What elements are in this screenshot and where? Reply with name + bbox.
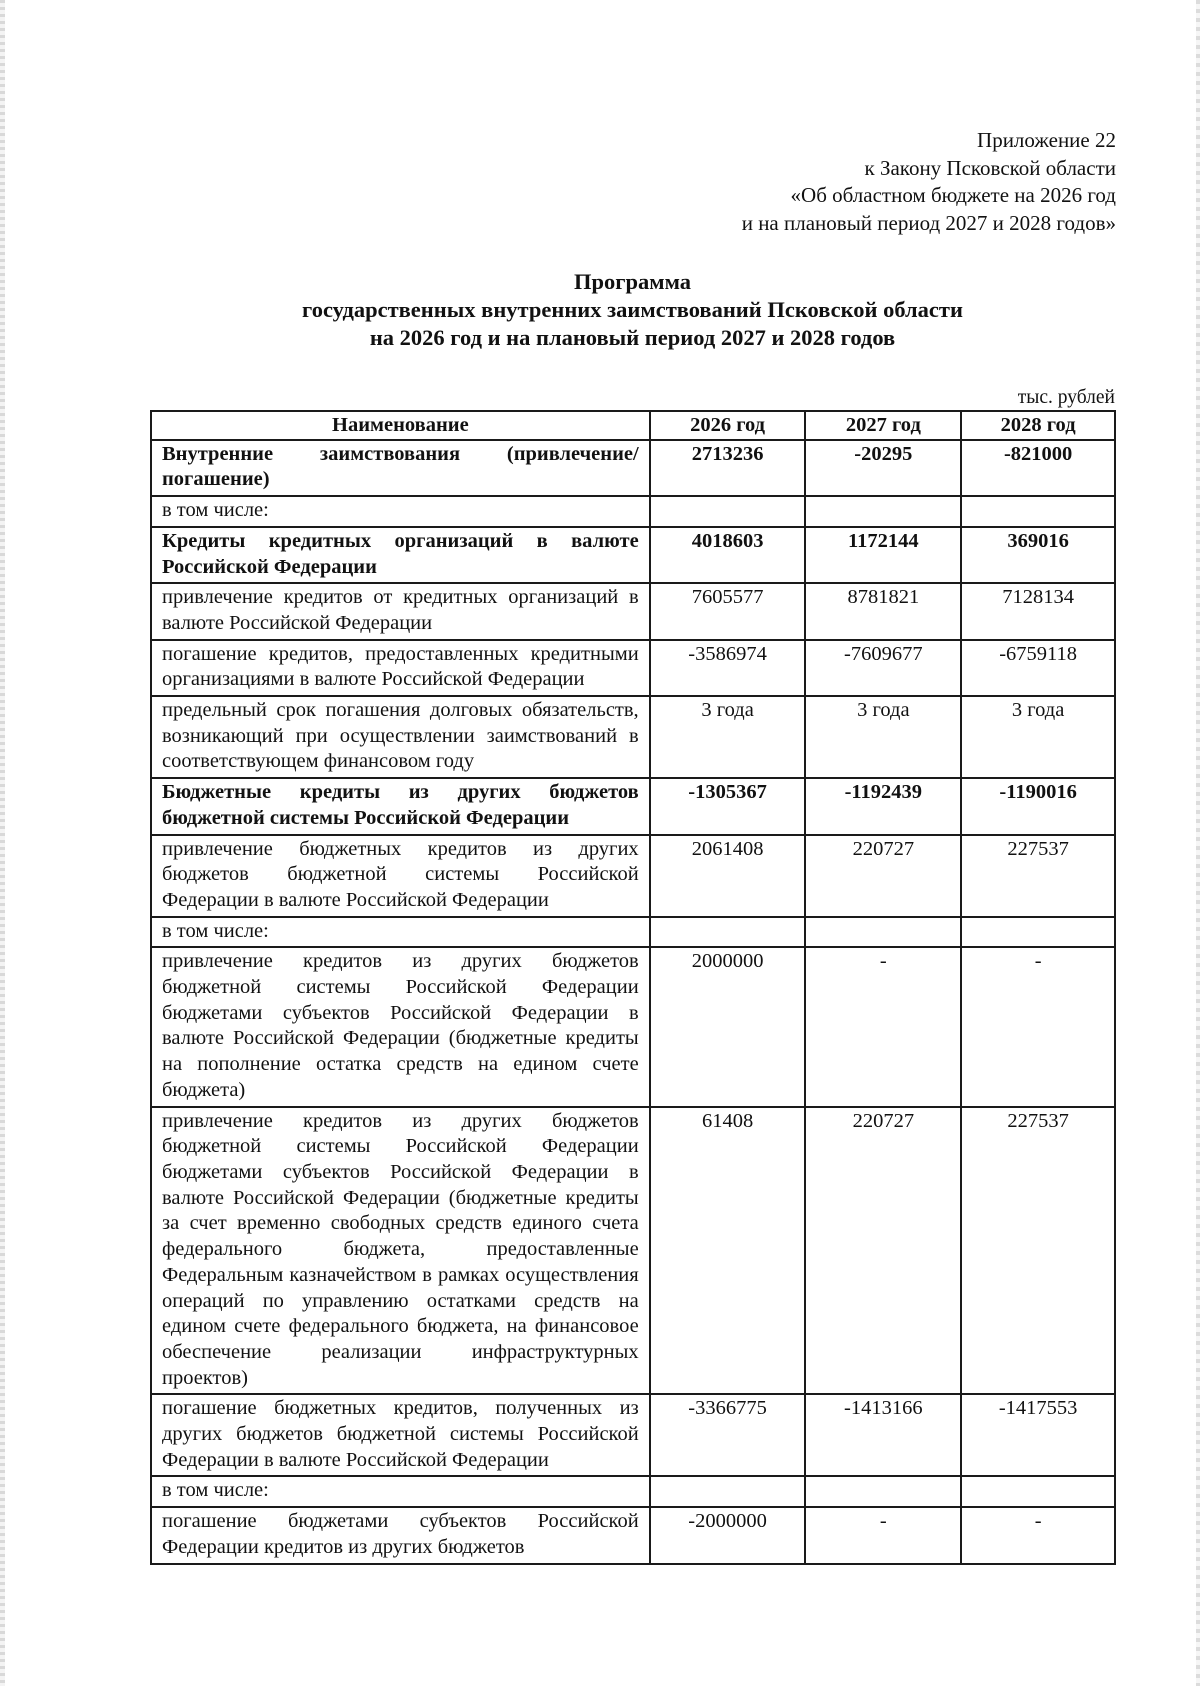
row-value-2028: -1190016 bbox=[961, 778, 1115, 834]
row-value-2028: 369016 bbox=[961, 527, 1115, 583]
table-row bbox=[151, 583, 1115, 639]
row-value-2027: -7609677 bbox=[805, 640, 961, 696]
row-value-2027: -20295 bbox=[805, 440, 961, 496]
row-name-cell: погашение бюджетных кредитов, полученных из других бюджетов бюджетной системы Российской Федерации в валюте Российской Федерации bbox=[151, 1394, 650, 1476]
row-value-2026: 2000000 bbox=[650, 947, 806, 1106]
title-line: Программа bbox=[574, 269, 691, 294]
appendix-line: «Об областном бюджете на 2026 год bbox=[790, 183, 1116, 207]
column-header-name: Наименование bbox=[151, 411, 650, 440]
table-row bbox=[151, 947, 1115, 1106]
table-row bbox=[151, 1394, 1115, 1476]
row-value-2027: - bbox=[805, 1507, 961, 1563]
row-name-cell: погашение бюджетами субъектов Российской Федерации кредитов из других бюджетов bbox=[151, 1507, 650, 1563]
table-header-row bbox=[151, 411, 1115, 440]
row-value-2026: 7605577 bbox=[650, 583, 806, 639]
row-value-2026: 2061408 bbox=[650, 835, 806, 917]
row-value-2026 bbox=[650, 917, 806, 948]
row-value-2026: -3366775 bbox=[650, 1394, 806, 1476]
title-line: на 2026 год и на плановый период 2027 и 2028 годов bbox=[369, 325, 896, 350]
appendix-line: и на плановый период 2027 и 2028 годов» bbox=[741, 210, 1116, 235]
row-value-2026: -2000000 bbox=[650, 1507, 806, 1563]
row-value-2028: 3 года bbox=[961, 696, 1115, 778]
row-value-2026: -1305367 bbox=[650, 778, 806, 834]
row-value-2028: - bbox=[961, 1507, 1115, 1563]
table-row bbox=[151, 696, 1115, 778]
appendix-header bbox=[742, 127, 1116, 237]
row-name-cell: погашение кредитов, предоставленных кредитными организациями в валюте Российской Федерации bbox=[151, 640, 650, 696]
row-value-2026: 61408 bbox=[650, 1107, 806, 1395]
row-value-2028: -6759118 bbox=[961, 640, 1115, 696]
row-value-2027: 1172144 bbox=[805, 527, 961, 583]
row-value-2028: 227537 bbox=[961, 1107, 1115, 1395]
scan-edge-left bbox=[0, 0, 5, 1686]
row-name-cell: привлечение кредитов из других бюджетов бюджетной системы Российской Федерации бюджетами субъектов Российской Федерации в валюте Российской Федерации (бюджетные кредиты за счет временно свободных средств единого счета федерального бюджета, предоставленные Федеральным казначейством в рамках осуществления операций по управлению остатками средств на едином счете федерального бюджета, на финансовое обеспечение реализации инфраструктурных проектов) bbox=[151, 1107, 650, 1395]
row-name-cell: привлечение кредитов от кредитных организаций в валюте Российской Федерации bbox=[151, 583, 650, 639]
borrowing-table bbox=[150, 410, 1116, 1565]
table-body bbox=[151, 440, 1115, 1564]
row-value-2027 bbox=[805, 496, 961, 527]
row-name-cell: Кредиты кредитных организаций в валюте Российской Федерации bbox=[151, 527, 650, 583]
column-header-2028: 2028 год bbox=[961, 411, 1115, 440]
row-value-2027: -1413166 bbox=[805, 1394, 961, 1476]
row-value-2027 bbox=[805, 917, 961, 948]
table-row bbox=[151, 835, 1115, 917]
row-value-2026: 2713236 bbox=[650, 440, 806, 496]
row-name-cell: в том числе: bbox=[151, 496, 650, 527]
row-value-2027: 220727 bbox=[805, 1107, 961, 1395]
row-value-2026 bbox=[650, 1476, 806, 1507]
row-value-2028 bbox=[961, 917, 1115, 948]
row-value-2028: 227537 bbox=[961, 835, 1115, 917]
row-value-2026: 4018603 bbox=[650, 527, 806, 583]
column-header-2026: 2026 год bbox=[650, 411, 806, 440]
table-row bbox=[151, 778, 1115, 834]
row-value-2027 bbox=[805, 1476, 961, 1507]
row-value-2028: -1417553 bbox=[961, 1394, 1115, 1476]
row-value-2027: - bbox=[805, 947, 961, 1106]
row-value-2028 bbox=[961, 1476, 1115, 1507]
table-row bbox=[151, 640, 1115, 696]
unit-label: тыс. рублей bbox=[1017, 387, 1115, 408]
row-value-2028: 7128134 bbox=[961, 583, 1115, 639]
title-line: государственных внутренних заимствований Псковской области bbox=[302, 297, 963, 322]
row-value-2027: 8781821 bbox=[805, 583, 961, 639]
row-value-2027: -1192439 bbox=[805, 778, 961, 834]
table-row bbox=[151, 440, 1115, 496]
row-value-2028 bbox=[961, 496, 1115, 527]
appendix-line: Приложение 22 bbox=[977, 128, 1116, 152]
scan-edge-right bbox=[1196, 0, 1200, 1686]
row-name-cell: Внутренние заимствования (привлечение/погашение) bbox=[151, 440, 650, 496]
row-value-2027: 220727 bbox=[805, 835, 961, 917]
table-row bbox=[151, 1476, 1115, 1507]
table-row bbox=[151, 527, 1115, 583]
row-name-cell: предельный срок погашения долговых обязательств, возникающий при осуществлении заимствований в соответствующем финансовом году bbox=[151, 696, 650, 778]
row-name-cell: в том числе: bbox=[151, 1476, 650, 1507]
table-row bbox=[151, 1507, 1115, 1563]
row-value-2028: - bbox=[961, 947, 1115, 1106]
row-value-2026: -3586974 bbox=[650, 640, 806, 696]
row-value-2028: -821000 bbox=[961, 440, 1115, 496]
table-row bbox=[151, 917, 1115, 948]
row-name-cell: в том числе: bbox=[151, 917, 650, 948]
column-header-2027: 2027 год bbox=[805, 411, 961, 440]
row-value-2026: 3 года bbox=[650, 696, 806, 778]
document-title bbox=[150, 268, 1115, 352]
table-row bbox=[151, 496, 1115, 527]
row-name-cell: привлечение бюджетных кредитов из других бюджетов бюджетной системы Российской Федерации в валюте Российской Федерации bbox=[151, 835, 650, 917]
row-name-cell: Бюджетные кредиты из других бюджетов бюджетной системы Российской Федерации bbox=[151, 778, 650, 834]
row-value-2027: 3 года bbox=[805, 696, 961, 778]
row-name-cell: привлечение кредитов из других бюджетов бюджетной системы Российской Федерации бюджетами субъектов Российской Федерации в валюте Российской Федерации (бюджетные кредиты на пополнение остатка средств на едином счете бюджета) bbox=[151, 947, 650, 1106]
row-value-2026 bbox=[650, 496, 806, 527]
table-row bbox=[151, 1107, 1115, 1395]
appendix-line: к Закону Псковской области bbox=[864, 155, 1116, 180]
